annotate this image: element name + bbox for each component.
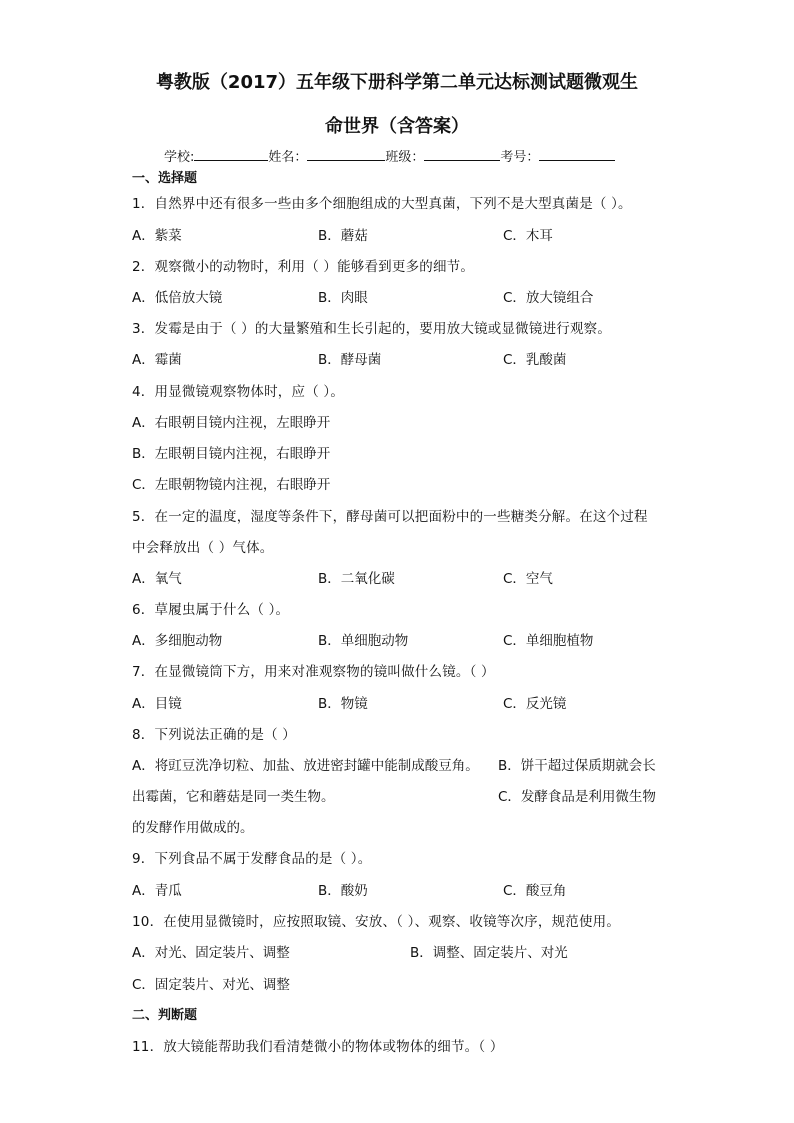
q9-option-a[interactable]: A．青瓜	[132, 883, 182, 899]
q8-option-c-line-1[interactable]: C．发酵食品是利用微生物	[498, 789, 656, 805]
q1-option-a[interactable]: A．紫菜	[132, 228, 182, 244]
question-6: 6．草履虫属于什么（ ）。	[132, 602, 290, 618]
q10-option-b[interactable]: B．调整、固定装片、对光	[410, 945, 568, 961]
page-title-line-2: 命世界（含答案）	[325, 116, 469, 137]
number-blank[interactable]	[539, 148, 615, 161]
q1-option-c[interactable]: C．木耳	[503, 228, 553, 244]
q10-option-c[interactable]: C．固定装片、对光、调整	[132, 977, 290, 993]
q6-option-c[interactable]: C．单细胞植物	[503, 633, 594, 649]
name-blank[interactable]	[307, 148, 385, 161]
q5-option-a[interactable]: A．氧气	[132, 571, 182, 587]
q8-option-b-line-2[interactable]: 出霉菌，它和蘑菇是同一类生物。	[132, 789, 335, 805]
q3-option-b[interactable]: B．酵母菌	[318, 352, 382, 368]
name-label: 姓名：	[268, 150, 308, 165]
q2-option-a[interactable]: A．低倍放大镜	[132, 290, 223, 306]
question-5-line-2: 中会释放出（ ）气体。	[132, 540, 274, 556]
q8-option-c-line-2[interactable]: 的发酵作用做成的。	[132, 820, 254, 836]
section-heading-choice: 一、选择题	[132, 171, 198, 186]
question-8: 8．下列说法正确的是（ ）	[132, 727, 296, 743]
q7-option-a[interactable]: A．目镜	[132, 696, 182, 712]
number-label: 考号：	[500, 150, 540, 165]
student-info-row	[164, 146, 615, 165]
q4-option-b[interactable]: B．左眼朝目镜内注视，右眼睁开	[132, 446, 331, 462]
q6-option-b[interactable]: B．单细胞动物	[318, 633, 409, 649]
question-7: 7．在显微镜筒下方，用来对准观察物的镜叫做什么镜。（ ）	[132, 664, 495, 680]
question-4: 4．用显微镜观察物体时，应（ ）。	[132, 384, 345, 400]
question-11: 11．放大镜能帮助我们看清楚微小的物体或物体的细节。（ ）	[132, 1039, 504, 1055]
q7-option-b[interactable]: B．物镜	[318, 696, 368, 712]
question-3: 3．发霉是由于（ ）的大量繁殖和生长引起的，要用放大镜或显微镜进行观察。	[132, 321, 612, 337]
question-2: 2．观察微小的动物时，利用（ ）能够看到更多的细节。	[132, 259, 475, 275]
q4-option-a[interactable]: A．右眼朝目镜内注视，左眼睁开	[132, 415, 331, 431]
q5-option-c[interactable]: C．空气	[503, 571, 553, 587]
question-9: 9．下列食品不属于发酵食品的是（ ）。	[132, 851, 372, 867]
class-blank[interactable]	[424, 148, 500, 161]
q3-option-a[interactable]: A．霉菌	[132, 352, 182, 368]
q8-option-b-line-1[interactable]: B．饼干超过保质期就会长	[498, 758, 656, 774]
question-10: 10．在使用显微镜时，应按照取镜、安放、（ ）、观察、收镜等次序，规范使用。	[132, 914, 621, 930]
q2-option-c[interactable]: C．放大镜组合	[503, 290, 594, 306]
q1-option-b[interactable]: B．蘑菇	[318, 228, 368, 244]
question-5-line-1: 5．在一定的温度，湿度等条件下，酵母菌可以把面粉中的一些糖类分解。在这个过程	[132, 509, 648, 525]
q9-option-b[interactable]: B．酸奶	[318, 883, 368, 899]
school-label: 学校:	[164, 150, 195, 165]
q8-option-a[interactable]: A．将豇豆洗净切粒、加盐、放进密封罐中能制成酸豆角。	[132, 758, 479, 774]
section-heading-judge: 二、判断题	[132, 1008, 198, 1023]
class-label: 班级：	[385, 150, 425, 165]
q2-option-b[interactable]: B．肉眼	[318, 290, 368, 306]
q4-option-c[interactable]: C．左眼朝物镜内注视，右眼睁开	[132, 477, 331, 493]
school-blank[interactable]	[194, 148, 268, 161]
question-1: 1．自然界中还有很多一些由多个细胞组成的大型真菌，下列不是大型真菌是（ ）。	[132, 196, 632, 212]
page-title-line-1: 粤教版（2017）五年级下册科学第二单元达标测试题微观生	[155, 72, 639, 93]
q5-option-b[interactable]: B．二氧化碳	[318, 571, 395, 587]
q9-option-c[interactable]: C．酸豆角	[503, 883, 567, 899]
q10-option-a[interactable]: A．对光、固定装片、调整	[132, 945, 290, 961]
q7-option-c[interactable]: C．反光镜	[503, 696, 567, 712]
q3-option-c[interactable]: C．乳酸菌	[503, 352, 567, 368]
q6-option-a[interactable]: A．多细胞动物	[132, 633, 223, 649]
